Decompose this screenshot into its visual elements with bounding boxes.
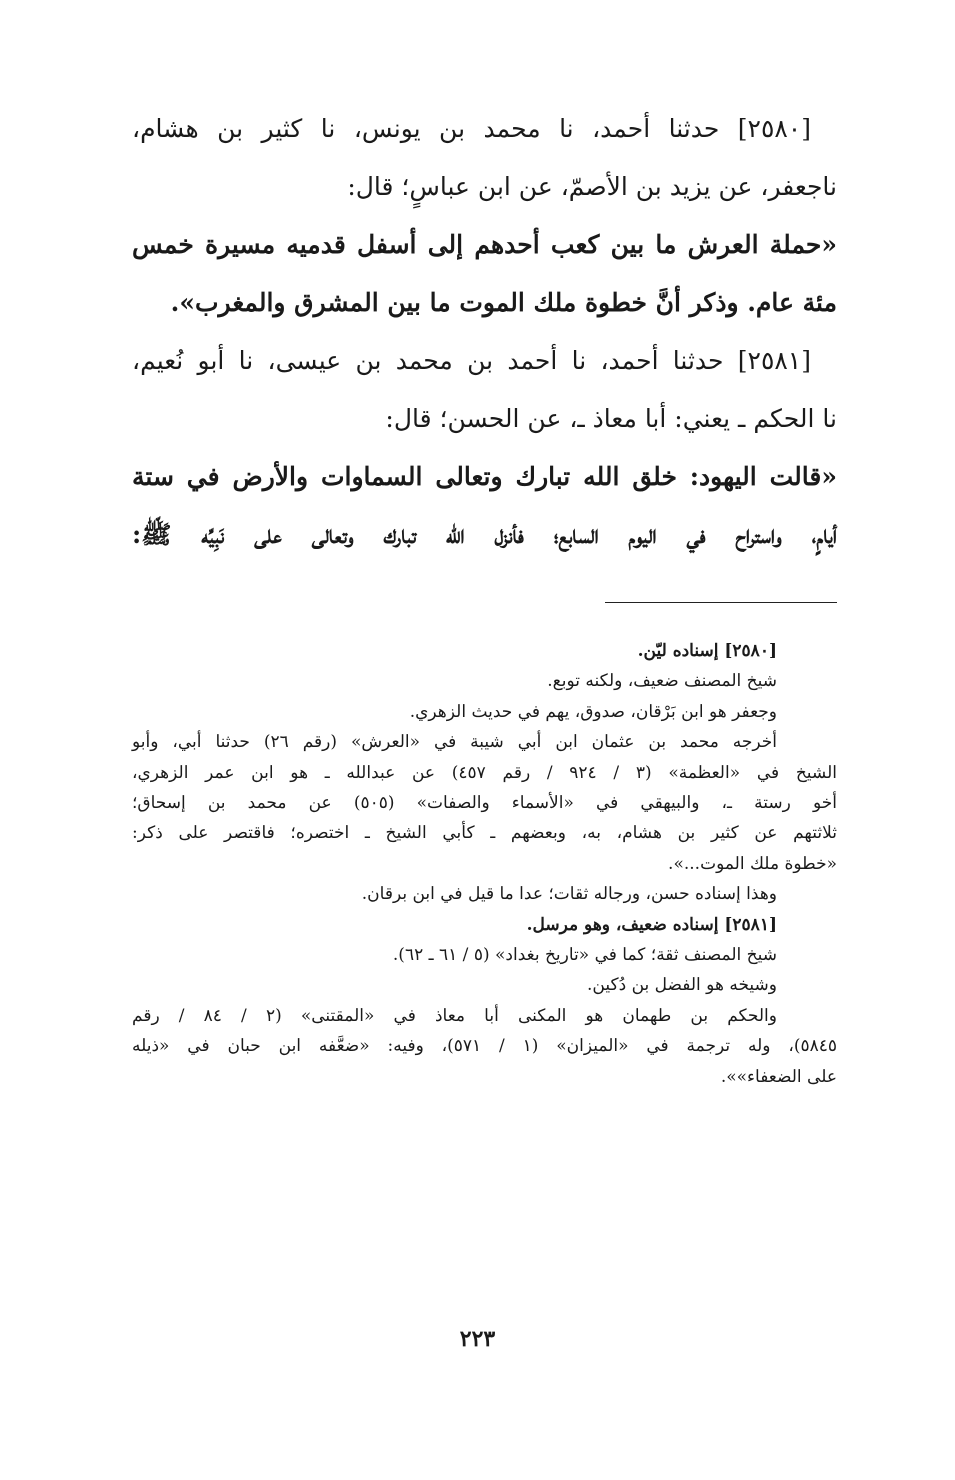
footnote-line: أخرجه محمد بن عثمان ابن أبي شيبة في «العرش» (رقم ٢٦) حدثنا أبي، وأبو [132, 732, 778, 753]
footnote-line: على الضعفاء»». [720, 1066, 837, 1087]
hadith-2581-matn-line-1: «قالت اليهود: خلق الله تبارك وتعالى السماوات والأرض في ستة [132, 462, 837, 491]
hadith-2581-line-1: [٢٥٨١] حدثنا أحمد، نا أحمد بن محمد بن عيسى، نا أبو نُعيم، [132, 346, 811, 375]
footnote-line: شيخ المصنف ضعيف، ولكنه توبع. [547, 671, 777, 692]
footnote-line: «خطوة ملك الموت...». [668, 853, 837, 874]
hadith-2580-line-2: ناجعفر، عن يزيد بن الأصمّ، عن ابن عباسٍ؛ قال: [347, 172, 837, 201]
footnote-line: والحكم بن طهمان هو المكنى أبا معاذ في «المقتنى» (٢ / ٨٤ / رقم [132, 1005, 777, 1026]
hadith-2580-matn-line-1: «حملة العرش ما بين كعب أحدهم إلى أسفل قدميه مسيرة خمس [132, 230, 837, 259]
footnote-line: أخو رستة ـ، والبيهقي في «الأسماء والصفات» (٥٠٥) عن محمد بن إسحاق؛ [132, 793, 837, 814]
footnote-line: [٢٥٨١] إسناده ضعيف، وهو مرسل. [526, 914, 777, 935]
footnote-separator [605, 602, 837, 603]
footnote-line: شيخ المصنف ثقة؛ كما في «تاريخ بغداد» (٥ / ٦١ ـ ٦٢). [392, 945, 777, 966]
footnote-line: ٥٨٤٥)، وله ترجمة في «الميزان» (١ / ٥٧١)، وفيه: «ضعَّفه ابن حبان في «ذيله [132, 1036, 837, 1057]
footnotes [132, 636, 837, 1092]
page-number: ٢٢٣ [459, 1326, 496, 1352]
hadith-2580-matn-line-2: مئة عام. وذكر أنَّ خطوة ملك الموت ما بين المشرق والمغرب». [170, 288, 837, 317]
footnote-line: [٢٥٨٠] إسناده ليّن. [637, 641, 777, 661]
main-text [132, 100, 837, 564]
footnote-line: وشيخه هو الفضل بن دُكين. [587, 975, 777, 996]
hadith-2580-line-1: [٢٥٨٠] حدثنا أحمد، نا محمد بن يونس، نا كثير بن هشام، [132, 114, 811, 143]
footnote-line: الشيخ في «العظمة» (٣ / ٩٢٤ / رقم ٤٥٧) عن عبدالله ـ هو ابن عمر الزهري، [132, 762, 837, 783]
hadith-2581-matn-line-2: أيامٍ، واستراح في اليوم السابع؛ فأنزل الله تبارك وتعالى على نَبِيِّه ﷺ: [132, 520, 837, 549]
footnote-line: وجعفر هو ابن بَرْقان، صدوق، يهم في حديث الزهري. [409, 701, 777, 722]
hadith-2581-line-2: نا الحكم ـ يعني: أبا معاذ ـ، عن الحسن؛ قال: [385, 404, 837, 433]
footnote-line: ثلاثتهم عن كثير بن هشام، به، وبعضهم ـ كأبي الشيخ ـ اختصره؛ فاقتصر على ذكر: [132, 823, 837, 844]
footnote-line: وهذا إسناده حسن، ورجاله ثقات؛ عدا ما قيل في ابن برقان. [361, 884, 777, 905]
